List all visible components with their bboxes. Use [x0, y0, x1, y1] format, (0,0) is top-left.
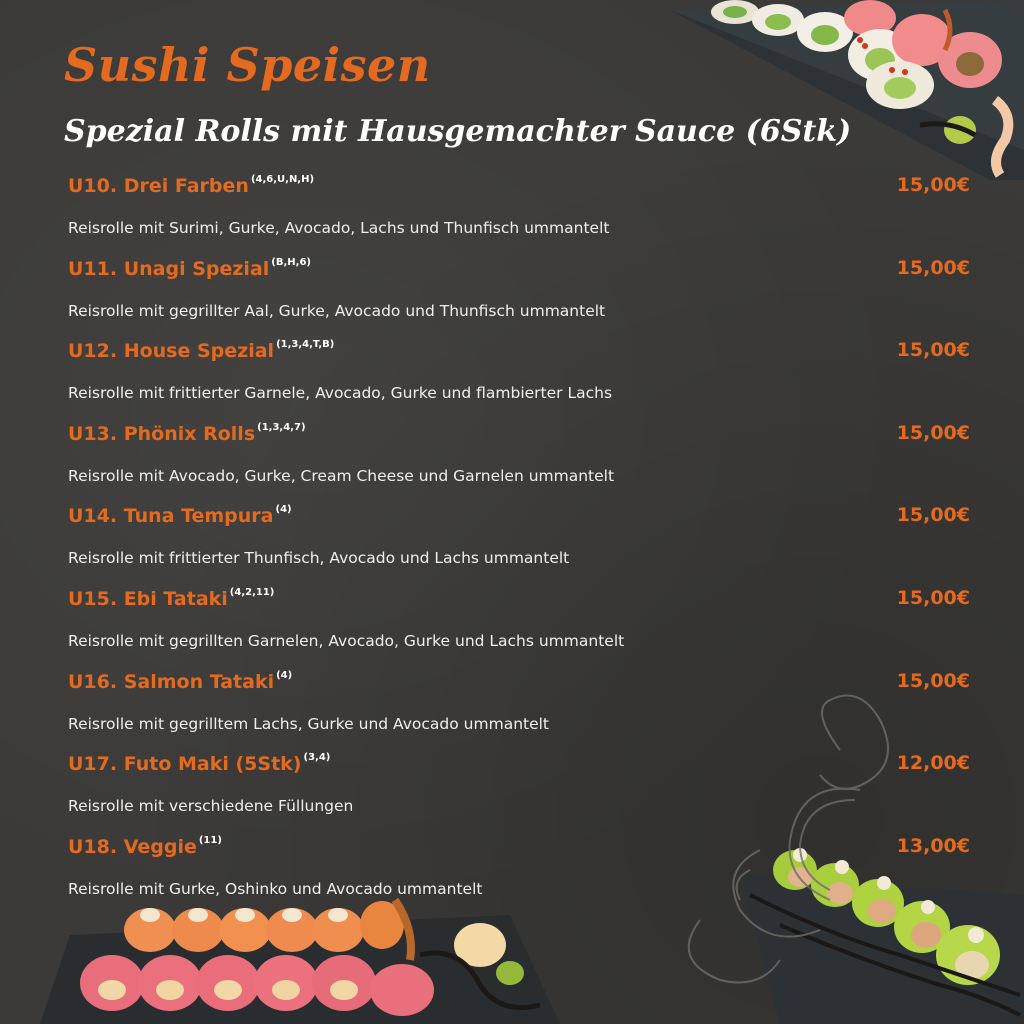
- menu-item-price: 15,00€: [896, 256, 970, 279]
- menu-item-price: 15,00€: [896, 339, 970, 362]
- menu-item-title: U13. Phönix Rolls: [68, 422, 256, 445]
- menu-item-description: Reisrolle mit gegrillter Aal, Gurke, Avocado und Thunfisch ummantelt: [68, 301, 606, 320]
- menu-item-price: 15,00€: [896, 504, 970, 527]
- menu-item-title: U10. Drei Farben: [68, 175, 249, 197]
- menu-item-description: Reisrolle mit Avocado, Gurke, Cream Cheese und Garnelen ummantelt: [68, 466, 615, 485]
- menu-item-description: Reisrolle mit frittierter Garnele, Avocado, Gurke und flambierter Lachs: [68, 384, 613, 403]
- page-title: Sushi Speisen: [64, 38, 431, 92]
- menu-item-name: [68, 174, 314, 197]
- menu-item-allergens: (1,3,4,T,B): [276, 339, 335, 351]
- menu-item-name: [68, 835, 222, 858]
- menu-item-title: U15. Ebi Tataki: [68, 588, 228, 610]
- menu-item-title: U16. Salmon Tataki: [68, 670, 275, 693]
- menu-item-title: U14. Tuna Tempura: [68, 505, 274, 528]
- menu-item-price: 15,00€: [896, 174, 970, 196]
- menu-item-allergens: (4): [275, 504, 292, 516]
- menu-item-allergens: (3,4): [303, 752, 331, 764]
- menu-item-price: 13,00€: [896, 834, 970, 857]
- menu-item-price: 15,00€: [896, 587, 970, 609]
- menu-item-description: Reisrolle mit gegrillten Garnelen, Avocado, Gurke und Lachs ummantelt: [68, 632, 625, 650]
- menu-item-allergens: (1,3,4,7): [257, 421, 306, 433]
- menu-item-name: [68, 504, 292, 527]
- menu-item-name: [68, 422, 306, 445]
- menu-item-description: Reisrolle mit Gurke, Oshinko und Avocado ummantelt: [68, 879, 483, 898]
- menu-item-name: [68, 587, 274, 610]
- menu-item-description: Reisrolle mit frittierter Thunfisch, Avocado und Lachs ummantelt: [68, 549, 570, 568]
- menu-item-name: [68, 670, 292, 693]
- menu-item-title: U11. Unagi Spezial: [68, 257, 270, 280]
- menu-item-allergens: (11): [198, 834, 222, 846]
- menu-item-description: Reisrolle mit verschiedene Füllungen: [68, 797, 354, 816]
- menu-item-allergens: (B,H,6): [271, 256, 311, 268]
- menu-item-allergens: (4,2,11): [229, 587, 275, 598]
- sushi-photo-top-right: [660, 0, 1024, 180]
- menu-item-price: 15,00€: [896, 421, 970, 444]
- sushi-photo-bottom-left: [40, 895, 560, 1024]
- section-subtitle: Spezial Rolls mit Hausgemachter Sauce (6Stk): [64, 114, 852, 149]
- menu-item-allergens: (4): [276, 669, 293, 681]
- menu-item-name: [68, 339, 334, 362]
- menu-item-description: Reisrolle mit gegrilltem Lachs, Gurke und Avocado ummantelt: [68, 714, 550, 733]
- menu-item-title: U17. Futo Maki (5Stk): [68, 753, 302, 776]
- menu-item-price: 15,00€: [896, 669, 970, 692]
- menu-item-description: Reisrolle mit Surimi, Gurke, Avocado, Lachs und Thunfisch ummantelt: [68, 219, 610, 237]
- menu-item-name: [68, 752, 330, 775]
- menu-item-title: U12. House Spezial: [68, 340, 275, 363]
- menu-item-name: [68, 257, 311, 280]
- menu-item-title: U18. Veggie: [68, 835, 197, 858]
- menu-item-allergens: (4,6,U,N,H): [250, 174, 315, 185]
- menu-item-price: 12,00€: [896, 752, 970, 775]
